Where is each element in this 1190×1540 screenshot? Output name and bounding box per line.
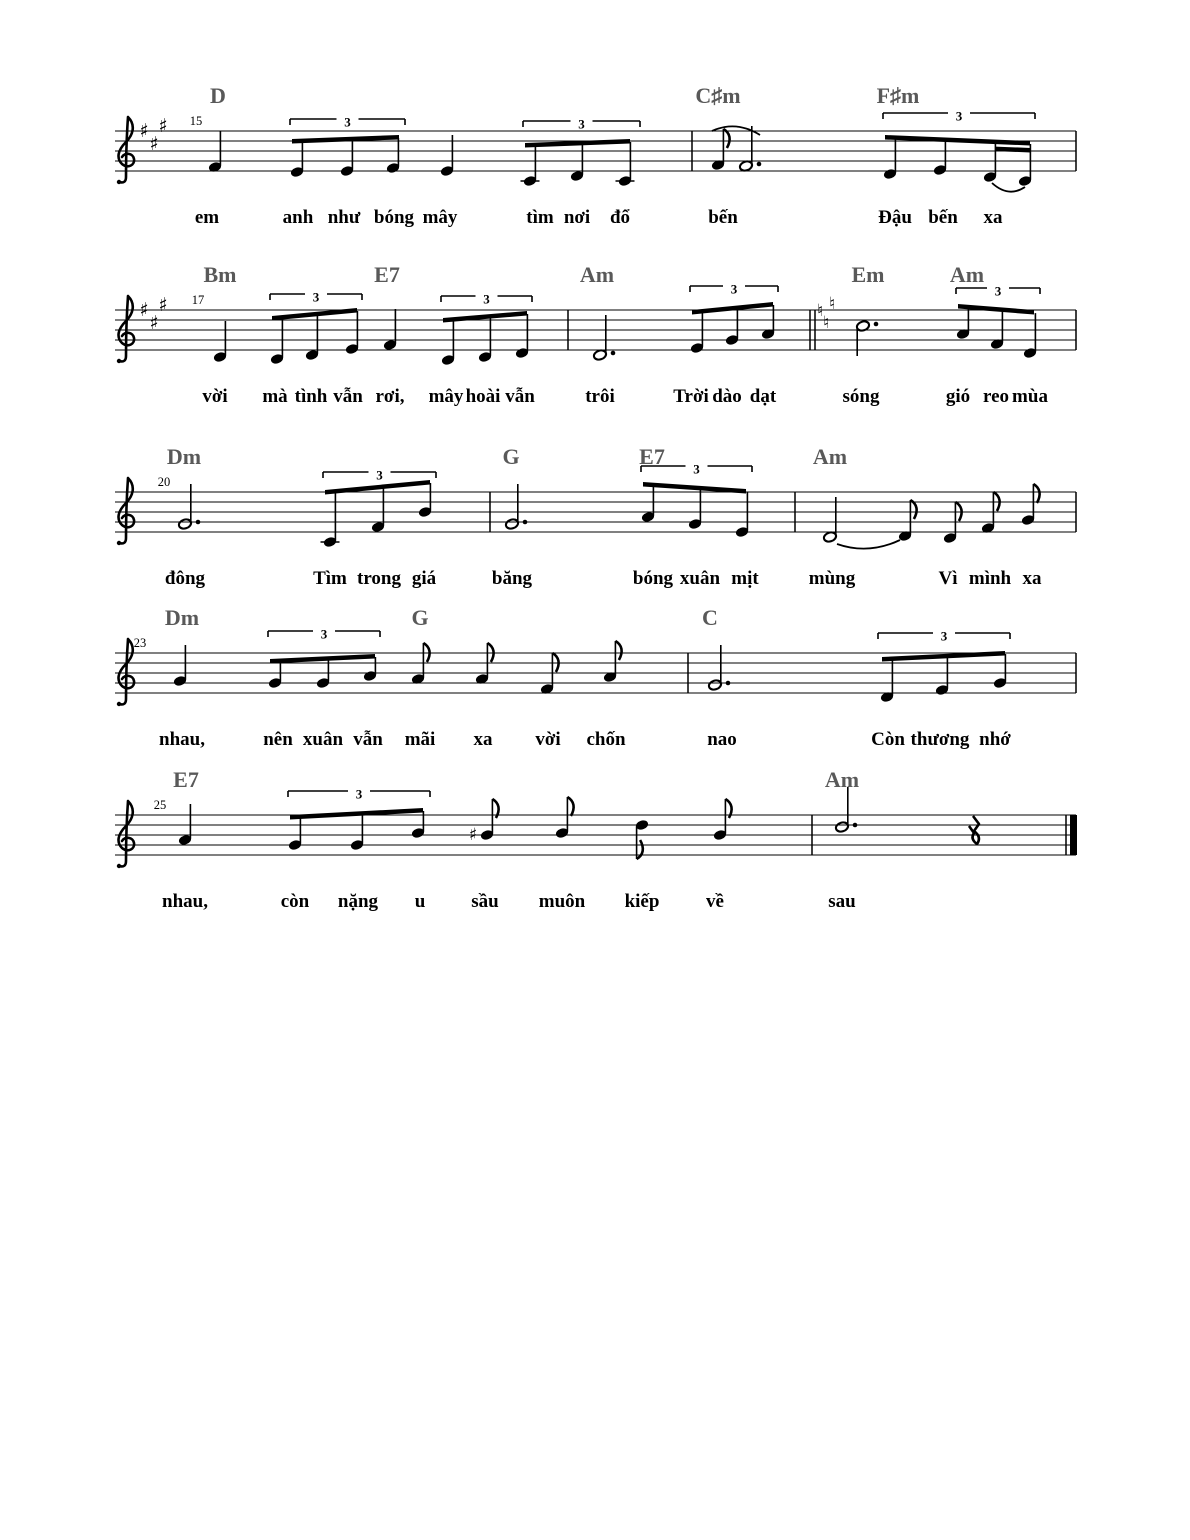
- lyric-syllable: dạt: [749, 386, 777, 407]
- lyric-syllable: mịt: [731, 568, 759, 589]
- lyric-syllable: bến: [708, 207, 738, 228]
- tuplet-number: 3: [355, 786, 363, 802]
- lyric-syllable: trong: [357, 568, 401, 589]
- beam: [292, 135, 399, 144]
- augmentation-dot: [874, 322, 879, 327]
- augmentation-dot: [757, 162, 762, 167]
- lyric-syllable: Đậu: [878, 207, 912, 228]
- staff-system-5: [0, 755, 1190, 930]
- augmentation-dot: [523, 520, 528, 525]
- lyric-syllable: xa: [473, 729, 493, 750]
- tuplet-number: 3: [940, 628, 948, 644]
- augmentation-dot: [853, 823, 858, 828]
- treble-clef-icon: [119, 801, 135, 866]
- lyric-syllable: vẫn: [333, 386, 363, 407]
- chord-symbol: C: [702, 605, 718, 630]
- chord-symbol: Am: [579, 262, 615, 287]
- treble-clef-icon: [119, 296, 135, 361]
- lyric-syllable: mãi: [404, 729, 436, 750]
- lyric-syllable: muôn: [538, 891, 586, 912]
- measure-number: 20: [157, 475, 171, 489]
- lyric-syllable: mây: [422, 207, 458, 228]
- lyric-syllable: xa: [983, 207, 1003, 228]
- sharp-icon: ♯: [158, 115, 168, 137]
- lyric-syllable: xuân: [302, 729, 344, 750]
- lyric-syllable: bến: [928, 207, 958, 228]
- lyric-syllable: mình: [968, 568, 1012, 589]
- lyric-syllable: Tìm: [313, 568, 347, 589]
- lyric-syllable: trôi: [585, 386, 615, 407]
- tuplet-number: 3: [955, 108, 963, 124]
- lyric-syllable: mây: [428, 386, 464, 407]
- lyric-syllable: tình: [294, 386, 328, 407]
- lyric-syllable: chốn: [586, 729, 626, 750]
- lyric-syllable: xuân: [679, 568, 721, 589]
- beam: [525, 139, 630, 148]
- tuplet-number: 3: [483, 291, 490, 307]
- lyric-syllable: vẫn: [353, 729, 383, 750]
- measure-number: 15: [189, 114, 203, 128]
- lyric-syllable: Còn: [871, 729, 905, 750]
- lyric-syllable: bóng: [632, 568, 674, 589]
- chord-symbol: G: [502, 444, 520, 469]
- treble-clef-icon: [117, 541, 121, 545]
- eighth-flag-icon: [637, 840, 643, 859]
- lyric-syllable: nhau,: [162, 891, 208, 912]
- treble-clef-icon: [117, 359, 121, 363]
- sharp-icon: ♯: [468, 825, 478, 845]
- lyric-syllable: đông: [164, 568, 206, 589]
- treble-clef-icon: [117, 864, 121, 868]
- staff-system-3: [0, 432, 1190, 607]
- natural-icon: ♮: [816, 301, 824, 321]
- lyric-syllable: nên: [263, 729, 293, 750]
- lyric-syllable: băng: [491, 568, 533, 589]
- lyric-syllable: đổ: [609, 207, 631, 228]
- sharp-icon: ♯: [158, 294, 168, 316]
- chord-symbol: Am: [812, 444, 848, 469]
- chord-symbol: Bm: [203, 262, 237, 287]
- tuplet-number: 3: [994, 283, 1002, 299]
- staff-system-1: [0, 71, 1190, 246]
- beam: [995, 147, 1030, 153]
- lyric-syllable: nơi: [563, 207, 591, 228]
- lyric-syllable: mùa: [1012, 386, 1048, 407]
- staff-system-4: [0, 593, 1190, 768]
- treble-clef-icon: [119, 117, 135, 182]
- eighth-flag-icon: [1033, 484, 1039, 503]
- natural-icon: ♮: [822, 313, 830, 333]
- lyric-syllable: giá: [411, 568, 437, 589]
- lyric-syllable: u: [414, 891, 426, 912]
- lyric-syllable: mà: [262, 386, 288, 407]
- measure-number: 25: [153, 798, 167, 812]
- chord-symbol: Am: [949, 262, 985, 287]
- chord-symbol: D: [210, 83, 226, 108]
- lyric-syllable: tìm: [526, 207, 554, 228]
- chord-symbol: F♯m: [876, 83, 920, 108]
- lyric-syllable: Trời: [673, 386, 709, 407]
- lyric-syllable: sóng: [842, 386, 880, 407]
- lyric-syllable: về: [706, 891, 724, 912]
- chord-symbol: Dm: [166, 444, 202, 469]
- treble-clef-icon: [117, 180, 121, 184]
- tuplet-number: 3: [312, 289, 320, 305]
- sharp-icon: ♯: [149, 133, 159, 155]
- chord-symbol: E7: [173, 767, 199, 792]
- tuplet-number: 3: [578, 116, 585, 132]
- augmentation-dot: [196, 520, 201, 525]
- lyric-syllable: em: [194, 207, 220, 228]
- augmentation-dot: [611, 351, 616, 356]
- lyric-syllable: hoài: [465, 386, 501, 407]
- chord-symbol: E7: [639, 444, 665, 469]
- tuplet-number: 3: [376, 467, 383, 483]
- chord-symbol: G: [411, 605, 429, 630]
- beam: [443, 311, 527, 323]
- treble-clef-icon: [119, 639, 135, 704]
- lyric-syllable: nặng: [337, 891, 379, 912]
- measure-number: 23: [133, 636, 147, 650]
- lyric-syllable: sầu: [471, 891, 499, 912]
- lyric-syllable: như: [327, 207, 361, 228]
- beam: [290, 808, 423, 820]
- lyric-syllable: sau: [828, 891, 856, 912]
- lyric-syllable: anh: [282, 207, 314, 228]
- lyric-syllable: bóng: [373, 207, 415, 228]
- chord-symbol: Am: [824, 767, 860, 792]
- beam: [958, 304, 1034, 315]
- lyric-syllable: nhau,: [159, 729, 205, 750]
- eighth-flag-icon: [723, 129, 729, 148]
- beam: [270, 654, 375, 664]
- chord-symbol: Dm: [164, 605, 200, 630]
- natural-icon: ♮: [828, 294, 836, 314]
- sharp-icon: ♯: [149, 312, 159, 334]
- lyric-syllable: kiếp: [624, 891, 660, 912]
- eighth-flag-icon: [615, 641, 621, 660]
- lyric-syllable: rơi,: [375, 386, 405, 407]
- lyric-syllable: mùng: [808, 568, 856, 589]
- chord-symbol: C♯m: [695, 83, 741, 108]
- quarter-rest-icon: [969, 816, 979, 844]
- tuplet-number: 3: [693, 461, 700, 477]
- chord-symbol: E7: [374, 262, 400, 287]
- chord-symbol: Em: [851, 262, 885, 287]
- lyric-syllable: vời: [202, 386, 228, 407]
- lyric-syllable: vẫn: [505, 386, 535, 407]
- eighth-flag-icon: [567, 797, 573, 816]
- sharp-icon: ♯: [139, 299, 149, 321]
- tuplet-number: 3: [344, 114, 351, 130]
- tuplet-number: 3: [730, 281, 738, 297]
- treble-clef-icon: [117, 702, 121, 706]
- lyric-syllable: còn: [280, 891, 310, 912]
- lyric-syllable: gió: [945, 386, 971, 407]
- final-barline: [1070, 815, 1077, 855]
- lyric-syllable: Vì: [938, 568, 958, 589]
- staff-system-2: [0, 250, 1190, 425]
- beam: [692, 302, 773, 315]
- tuplet-number: 3: [320, 626, 328, 642]
- measure-number: 17: [191, 293, 205, 307]
- lyric-syllable: vời: [535, 729, 561, 750]
- lyric-syllable: thương: [910, 729, 970, 750]
- tie-slur: [837, 540, 900, 549]
- augmentation-dot: [726, 681, 731, 686]
- eighth-flag-icon: [910, 500, 916, 519]
- treble-clef-icon: [119, 478, 135, 543]
- lyric-syllable: xa: [1022, 568, 1042, 589]
- beam: [885, 135, 1030, 146]
- lyric-syllable: nao: [707, 729, 737, 750]
- lyric-syllable: dào: [712, 386, 742, 407]
- lyric-syllable: nhớ: [979, 729, 1011, 750]
- sharp-icon: ♯: [139, 120, 149, 142]
- lyric-syllable: reo: [982, 386, 1010, 407]
